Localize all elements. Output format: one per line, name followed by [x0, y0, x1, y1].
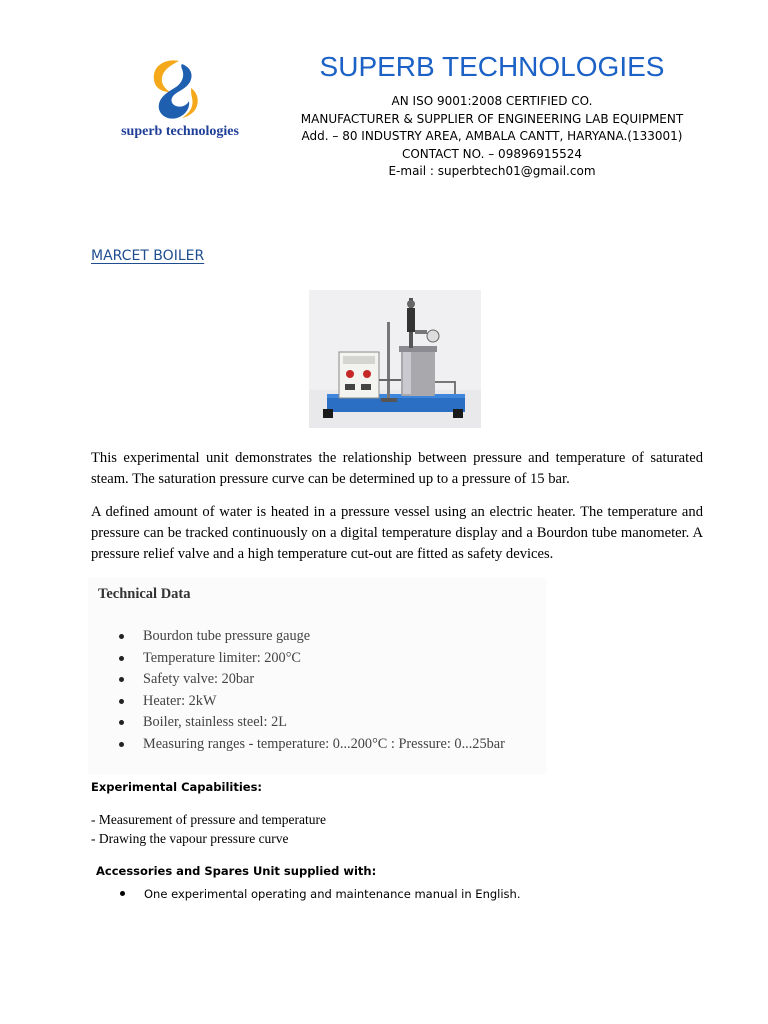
list-item	[88, 669, 505, 691]
logo-wordmark: superb technologies	[121, 124, 239, 139]
technical-data-section	[88, 578, 546, 774]
list-item-text: Boiler, stainless steel: 2L	[143, 714, 287, 730]
capabilities-list	[91, 810, 326, 848]
list-item-text: Safety valve: 20bar	[143, 671, 255, 687]
technical-data-heading: Technical Data	[98, 586, 191, 602]
list-item-text: Heater: 2kW	[143, 692, 217, 709]
email-line: E-mail : superbtech01@gmail.com	[388, 164, 596, 178]
accessories-heading: Accessories and Spares Unit supplied with:	[96, 864, 377, 878]
contact-line: CONTACT NO. – 09896915524	[401, 146, 583, 161]
list-item: - Measurement of pressure and temperature	[91, 812, 327, 827]
technical-data-list	[88, 626, 505, 755]
list-item	[88, 734, 505, 756]
product-photo	[309, 290, 481, 428]
list-item	[88, 691, 505, 713]
document-title: MARCET BOILER	[91, 248, 205, 264]
list-item	[88, 648, 505, 670]
business-description-line: MANUFACTURER & SUPPLIER OF ENGINEERING LAB EQUIPMENT	[300, 111, 684, 126]
company-logo	[100, 58, 260, 148]
bullet-icon	[119, 634, 124, 639]
address-line: Add. – 80 INDUSTRY AREA, AMBALA CANTT, HARYANA.(133001)	[301, 129, 683, 143]
bullet-icon	[119, 742, 124, 747]
bullet-icon	[120, 891, 125, 896]
bullet-icon	[119, 699, 124, 704]
certification-line: AN ISO 9001:2008 CERTIFIED CO.	[391, 94, 593, 108]
list-item-text: Measuring ranges - temperature: 0...200°C : Pressure: 0...25bar	[143, 735, 505, 752]
bullet-icon	[119, 677, 124, 682]
company-name: SUPERB TECHNOLOGIES	[319, 51, 665, 82]
logo-emblem-icon	[146, 58, 206, 122]
list-item	[88, 712, 505, 734]
capabilities-heading: Experimental Capabilities:	[91, 780, 263, 794]
list-item	[88, 626, 505, 648]
list-item-text: Bourdon tube pressure gauge	[143, 628, 311, 644]
list-item-text: One experimental operating and maintenance manual in English.	[144, 887, 521, 901]
description-paragraph: A defined amount of water is heated in a pressure vessel using an electric heater. The temperature and pressure can be tracked continuously on a digital temperature display and a Bourdon tube manometer. A pressure relief valve and a high temperature cut-out are fitted as safety devices.	[91, 504, 703, 562]
list-item	[118, 885, 521, 903]
intro-paragraph: This experimental unit demonstrates the relationship between pressure and temperature of saturated steam. The saturation pressure curve can be determined up to a pressure of 15 bar.	[91, 450, 703, 487]
bullet-icon	[119, 656, 124, 661]
accessories-list	[118, 885, 521, 903]
list-item: - Drawing the vapour pressure curve	[91, 831, 289, 846]
list-item-text: Temperature limiter: 200°C	[143, 649, 301, 666]
bullet-icon	[119, 720, 124, 725]
company-header	[290, 50, 694, 181]
